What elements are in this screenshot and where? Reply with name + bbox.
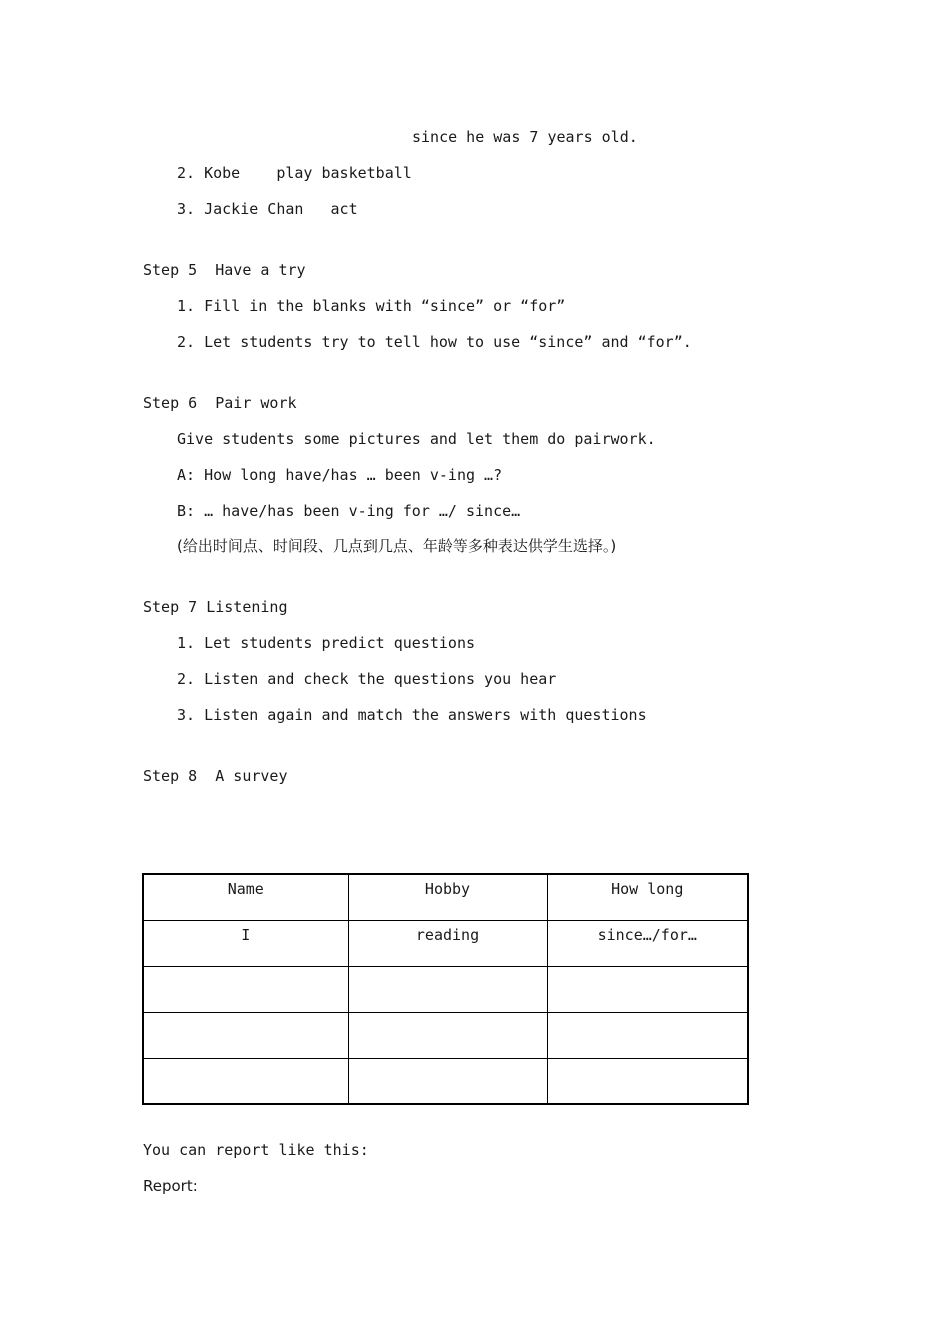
paragraph: Give students some pictures and let them do pairwork.	[177, 430, 656, 448]
header-how-long: How long	[547, 874, 748, 920]
dialogue-line-b: B: … have/has been v-ing for …/ since…	[177, 502, 521, 520]
list-item: 2. Let students try to tell how to use “since” and “for”.	[177, 333, 692, 351]
table-row	[143, 1058, 748, 1104]
report-instruction: You can report like this:	[143, 1141, 369, 1159]
table-row	[143, 1012, 748, 1058]
empty-cell[interactable]	[143, 966, 348, 1012]
list-item: 1. Fill in the blanks with “since” or “for”	[177, 297, 566, 315]
cell-how-long: since…/for…	[547, 920, 748, 966]
list-item: 2. Kobe play basketball	[177, 164, 412, 182]
survey-table	[142, 873, 749, 1105]
chinese-note: (给出时间点、时间段、几点到几点、年龄等多种表达供学生选择。)	[177, 537, 617, 555]
table-header-row	[143, 874, 748, 920]
empty-cell[interactable]	[348, 966, 547, 1012]
list-item: 2. Listen and check the questions you hear	[177, 670, 557, 688]
step-heading: Step 7 Listening	[143, 598, 288, 616]
empty-cell[interactable]	[348, 1058, 547, 1104]
header-name: Name	[143, 874, 348, 920]
step-heading: Step 5 Have a try	[143, 261, 306, 279]
dialogue-line-a: A: How long have/has … been v-ing …?	[177, 466, 503, 484]
empty-cell[interactable]	[143, 1058, 348, 1104]
list-item: 1. Let students predict questions	[177, 634, 476, 652]
step-heading: Step 8 A survey	[143, 767, 288, 785]
table-row	[143, 966, 748, 1012]
list-item: 3. Jackie Chan act	[177, 200, 358, 218]
report-label: Report:	[143, 1177, 198, 1195]
empty-cell[interactable]	[547, 1058, 748, 1104]
empty-cell[interactable]	[143, 1012, 348, 1058]
list-item: 3. Listen again and match the answers with questions	[177, 706, 647, 724]
since-line: since he was 7 years old.	[412, 128, 638, 146]
empty-cell[interactable]	[348, 1012, 547, 1058]
cell-hobby: reading	[348, 920, 547, 966]
step-heading: Step 6 Pair work	[143, 394, 297, 412]
cell-name: I	[143, 920, 348, 966]
header-hobby: Hobby	[348, 874, 547, 920]
table-row	[143, 920, 748, 966]
empty-cell[interactable]	[547, 1012, 748, 1058]
empty-cell[interactable]	[547, 966, 748, 1012]
